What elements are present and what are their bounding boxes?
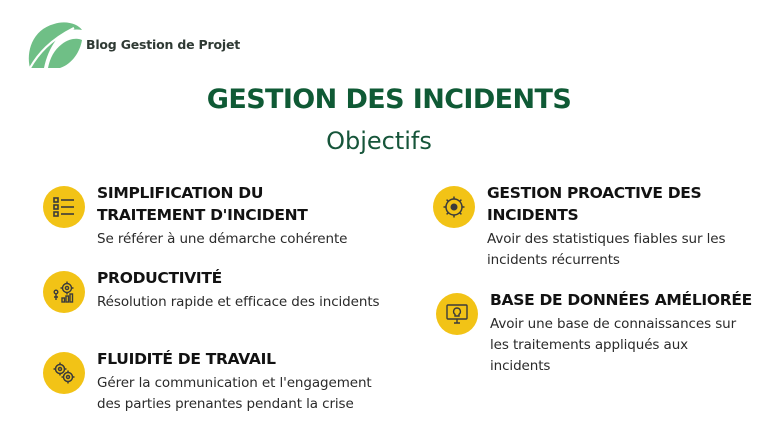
gears-icon (43, 352, 85, 394)
page-title: GESTION DES INCIDENTS (206, 84, 572, 115)
objective-item (43, 182, 347, 250)
objective-item (433, 182, 725, 271)
item-title: SIMPLIFICATION DU TRAITEMENT D'INCIDENT (97, 184, 308, 224)
lightbulb-monitor-icon (436, 293, 478, 335)
productivity-gear-chart-icon (43, 271, 85, 313)
brand-name: Blog Gestion de Projet (86, 36, 241, 52)
objective-item (43, 267, 379, 313)
item-title: PRODUCTIVITÉ (97, 269, 222, 287)
brand (24, 18, 240, 70)
item-description: Avoir une base de connaissances sur les traitements appliqués aux incidents (490, 316, 737, 374)
item-description: Résolution rapide et efficace des incidents (97, 294, 380, 310)
leaf-logo-icon (24, 18, 84, 70)
item-title: BASE DE DONNÉES AMÉLIORÉE (490, 291, 752, 309)
item-description: Gérer la communication et l'engagement des parties prenantes pendant la crise (97, 375, 372, 412)
objective-item (43, 348, 372, 415)
item-description: Avoir des statistiques fiables sur les incidents récurrents (487, 231, 726, 268)
item-title: GESTION PROACTIVE DES INCIDENTS (487, 184, 702, 224)
checklist-icon (43, 186, 85, 228)
objective-item (436, 289, 752, 377)
item-description: Se référer à une démarche cohérente (97, 231, 348, 247)
page-subtitle: Objectifs (326, 127, 432, 155)
item-title: FLUIDITÉ DE TRAVAIL (97, 350, 276, 368)
target-gear-icon (433, 186, 475, 228)
